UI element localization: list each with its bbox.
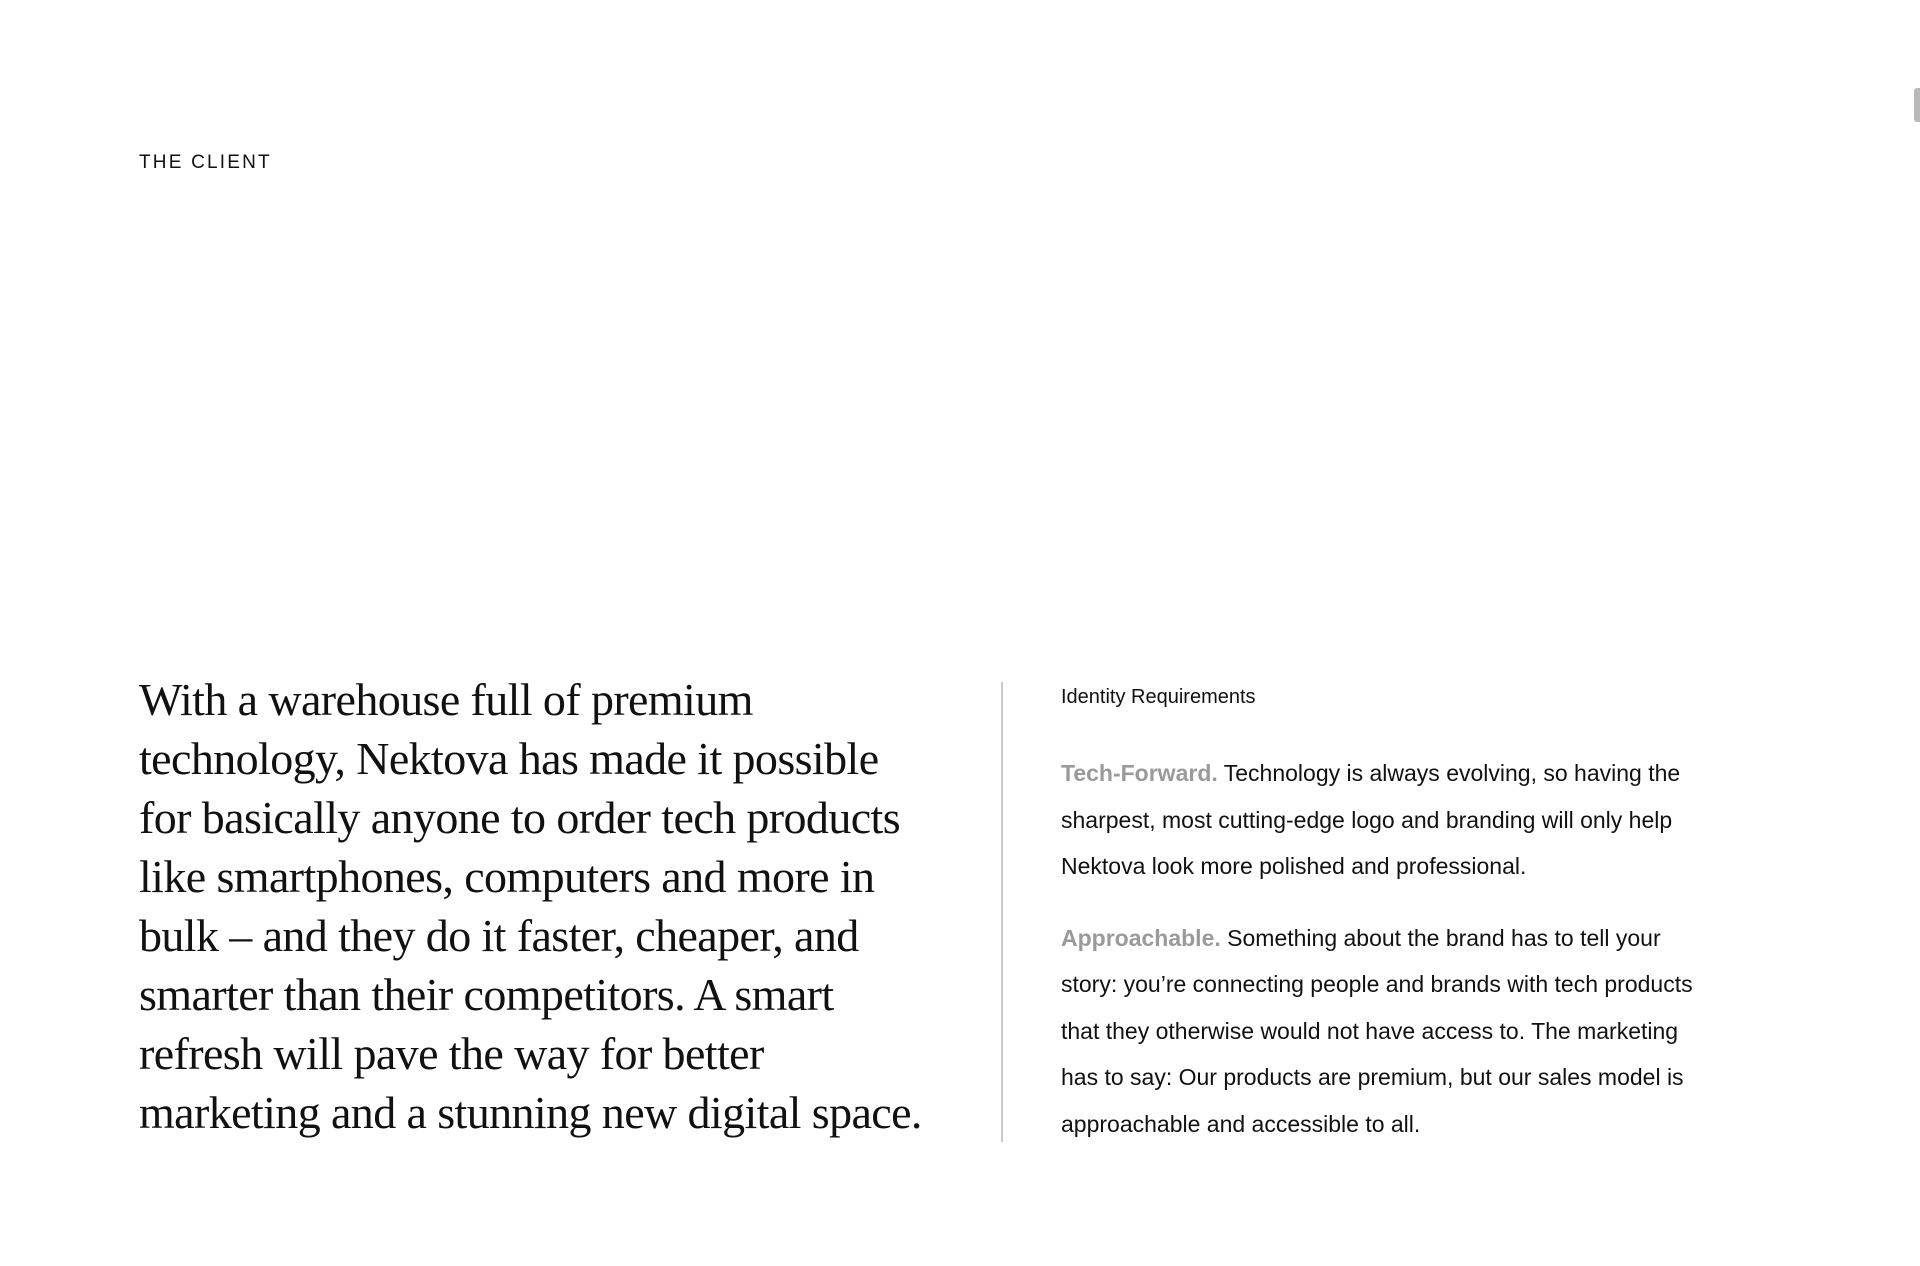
requirement-text: Something about the brand has to tell your story: you’re connecting people and brands with tech products that they otherwise would not have access to. The marketing has to say: Our products are premium, but our sales model is approachable and accessible to all. bbox=[1061, 924, 1693, 1137]
identity-requirements bbox=[1061, 684, 1711, 1172]
requirement-item bbox=[1061, 750, 1711, 890]
requirement-text: Technology is always evolving, so having the sharpest, most cutting-edge logo and branding will only help Nektova look more polished and professional. bbox=[1061, 760, 1681, 879]
section-label: THE CLIENT bbox=[139, 152, 272, 173]
scrollbar-thumb[interactable] bbox=[1914, 88, 1920, 122]
requirements-heading: Identity Requirements bbox=[1061, 686, 1256, 708]
column-divider bbox=[1001, 682, 1003, 1142]
requirement-item bbox=[1061, 915, 1711, 1148]
requirement-term: Approachable. bbox=[1061, 924, 1221, 951]
requirement-term: Tech-Forward. bbox=[1061, 760, 1218, 786]
client-description: With a warehouse full of premium technology, Nektova has made it possible for basically anyone to order tech products like smartphones, computers and more in bulk – and they do it faster, cheaper, and smarter than their competitors. A smart refresh will pave the way for better marketing and a stunning new digital space. bbox=[139, 674, 922, 1138]
